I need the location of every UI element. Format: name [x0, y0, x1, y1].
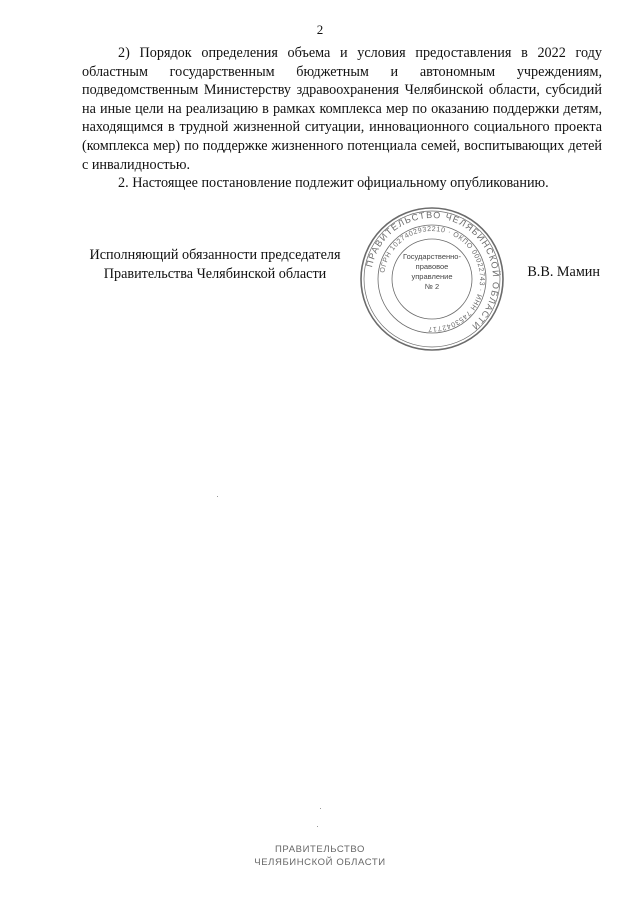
signatory-position-line1: Исполняющий обязанности председателя: [89, 247, 341, 263]
paragraph-publication: 2. Настоящее постановление подлежит официальному опубликованию.: [118, 175, 549, 192]
seal-center-line3: управление: [411, 272, 453, 281]
footer-watermark-line1: ПРАВИТЕЛЬСТВО: [275, 844, 365, 855]
signatory-position-line2: Правительства Челябинской области: [103, 266, 327, 282]
seal-center-line2: правовое: [415, 262, 449, 271]
seal-center-line1: Государственно-: [403, 252, 461, 261]
official-seal: [358, 205, 506, 353]
scan-speck: [320, 808, 321, 809]
scan-speck: [317, 826, 318, 827]
page-number: 2: [316, 22, 324, 37]
signatory-position: [80, 246, 350, 284]
document-body: [82, 44, 602, 193]
seal-center-line4: № 2: [424, 282, 440, 291]
signatory-name: В.В. Мамин: [527, 264, 600, 280]
footer-watermark-line2: ЧЕЛЯБИНСКОЙ ОБЛАСТИ: [254, 857, 386, 868]
seal-outer-text: ПРАВИТЕЛЬСТВО ЧЕЛЯБИНСКОЙ ОБЛАСТИ: [364, 209, 502, 333]
seal-center-text: [394, 252, 470, 292]
seal-inner-text: ОГРН 1027402932210 · ОКПО 00022743 · ИНН 7453042717: [379, 225, 486, 333]
scan-speck: [217, 496, 218, 497]
footer-watermark: [0, 843, 640, 869]
paragraph-item-2: 2) Порядок определения объема и условия предоставления в 2022 году областным государственным бюджетным и автономным учреждениям, подведомственным Министерству здравоохранения Челябинской области, субсидий на иные цели на реализацию в рамках комплекса мер по оказанию поддержки детям, находящимся в трудной жизненной ситуации, инновационного социального проекта (комплекса мер) по поддержке жизненного потенциала семей, воспитывающих детей с инвалидностью.: [82, 45, 602, 173]
